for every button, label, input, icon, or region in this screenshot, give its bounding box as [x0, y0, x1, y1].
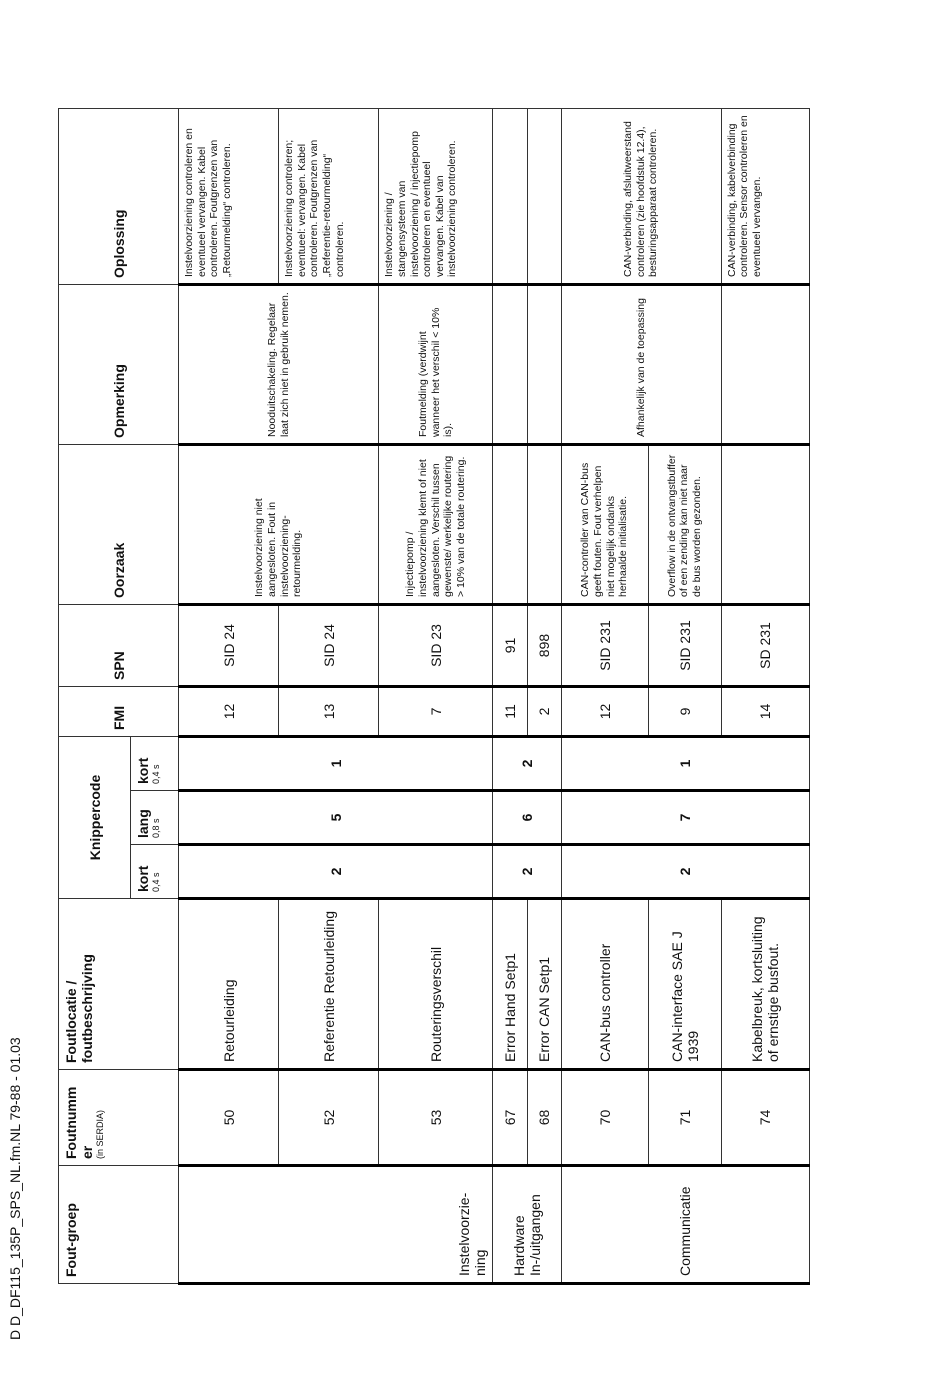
header-number: Foutnumm er (in SERDIA) [59, 1070, 179, 1166]
cell-number: 70 [561, 1070, 648, 1166]
cell-location: Routeringsverschil [379, 899, 493, 1070]
cell-remark: Foutmelding (verdwijnt wanneer het verschil < 10% is). [379, 285, 493, 445]
blink-short1: 2 [493, 845, 561, 899]
cell-number: 53 [379, 1070, 493, 1166]
group-hardware: Hardware In-/uitgangen [493, 1166, 561, 1284]
cell-solution [527, 109, 561, 285]
cell-fmi: 7 [379, 687, 493, 737]
blink-short2: 2 [493, 737, 561, 791]
blink-long: 5 [179, 791, 493, 845]
header-group: Fout-groep [59, 1166, 179, 1284]
blink-short2: 1 [179, 737, 493, 791]
cell-location: Error CAN Setp1 [527, 899, 561, 1070]
cell-location: Kabelbreuk, kortsluiting of ernstige busfout. [721, 899, 809, 1070]
document-footer: D D_DF115_135P_SPS_NL.fm.NL 79-88 - 01.03 [7, 1037, 23, 1340]
cell-solution: Instelvoorziening / stangensysteem van instelvoorziening / injectiepomp controleren en eventueel vervangen. Kabel van instelvoorziening controleren. [379, 109, 493, 285]
cell-solution: CAN-verbinding, afsluitweerstand controleren (zie hoofdstuk 12.4), besturingsapparaat controleren. [561, 109, 721, 285]
header-fmi: FMI [59, 687, 179, 737]
header-location: Foutlocatie / foutbeschrijving [59, 899, 179, 1070]
cell-spn: SID 24 [179, 605, 279, 687]
cell-spn: 91 [493, 605, 527, 687]
cell-spn: SID 231 [648, 605, 721, 687]
cell-number: 67 [493, 1070, 527, 1166]
group-instelvoorziening: Instelvoorzie-ning [179, 1166, 493, 1284]
cell-location: CAN-bus controller [561, 899, 648, 1070]
cell-solution: CAN-verbinding, kabelverbinding controleren. Sensor controleren en eventueel vervangen. [721, 109, 809, 285]
blink-long: 7 [561, 791, 809, 845]
cell-spn: SID 24 [279, 605, 379, 687]
header-solution: Oplossing [59, 109, 179, 285]
header-cause: Oorzaak [59, 445, 179, 605]
blink-short1: 2 [179, 845, 493, 899]
cell-cause: Overflow in de ontvangstbuffer of een zending kan niet naar de bus worden gezonden. [648, 445, 721, 605]
blink-short2: 1 [561, 737, 809, 791]
cell-fmi: 9 [648, 687, 721, 737]
cell-remark: Nooduitschakeling. Regelaar laat zich niet in gebruik nemen. [179, 285, 379, 445]
cell-spn: SID 23 [379, 605, 493, 687]
cell-location: Retourleiding [179, 899, 279, 1070]
cell-cause [721, 445, 809, 605]
header-spn: SPN [59, 605, 179, 687]
cell-spn: 898 [527, 605, 561, 687]
cell-remark: Afhankelijk van de toepassing [561, 285, 721, 445]
cell-number: 68 [527, 1070, 561, 1166]
group-communicatie: Communicatie [561, 1166, 809, 1284]
cell-fmi: 14 [721, 687, 809, 737]
cell-solution [493, 109, 527, 285]
cell-fmi: 11 [493, 687, 527, 737]
cell-fmi: 12 [179, 687, 279, 737]
cell-location: Error Hand Setp1 [493, 899, 527, 1070]
cell-number: 50 [179, 1070, 279, 1166]
cell-cause [493, 445, 527, 605]
cell-location: Referentie Retourleiding [279, 899, 379, 1070]
cell-remark [721, 285, 809, 445]
error-code-table [58, 110, 810, 1285]
header-remark: Opmerking [59, 285, 179, 445]
cell-cause: Injectiepomp / instelvoorziening klemt of niet aangesloten. Verschil tussen gewenste/ werkelijke routering > 10% van de totale routering. [379, 445, 493, 605]
cell-cause: CAN-controller van CAN-bus geeft fouten. Fout verhelpen niet mogelijk ondanks herhaalde initialisatie. [561, 445, 648, 605]
header-blink-short2: kort 0,4 s [131, 737, 179, 791]
blink-short1: 2 [561, 845, 809, 899]
cell-number: 74 [721, 1070, 809, 1166]
cell-location: CAN-interface SAE J 1939 [648, 899, 721, 1070]
cell-fmi: 2 [527, 687, 561, 737]
blink-long: 6 [493, 791, 561, 845]
cell-spn: SD 231 [721, 605, 809, 687]
cell-number: 71 [648, 1070, 721, 1166]
cell-solution: Instelvoorziening controleren en eventueel vervangen. Kabel controleren. Foutgrenzen van „Retourmelding“ controleren. [179, 109, 279, 285]
cell-number: 52 [279, 1070, 379, 1166]
header-blink-code: Knippercode [59, 737, 131, 899]
cell-spn: SID 231 [561, 605, 648, 687]
cell-fmi: 12 [561, 687, 648, 737]
cell-solution: Instelvoorziening controleren; eventueel: vervangen. Kabel controleren. Foutgrenzen van „Referentie-retourmelding“ controleren. [279, 109, 379, 285]
cell-remark [527, 285, 561, 445]
header-blink-short1: kort 0,4 s [131, 845, 179, 899]
header-blink-long: lang 0,8 s [131, 791, 179, 845]
cell-fmi: 13 [279, 687, 379, 737]
cell-remark [493, 285, 527, 445]
cell-cause [527, 445, 561, 605]
cell-cause: Instelvoorziening niet aangesloten. Fout in instelvoorziening-retourmelding. [179, 445, 379, 605]
